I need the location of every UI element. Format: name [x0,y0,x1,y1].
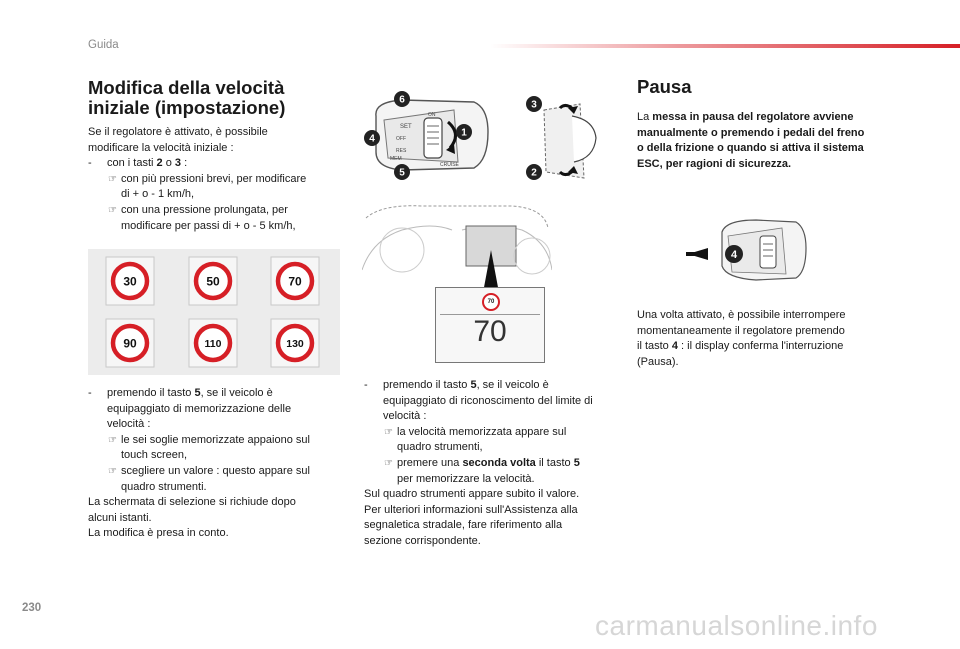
key-ref: 3 [174,157,182,170]
outro-line: Per ulteriori informazioni sull'Assistenza alla [364,503,578,516]
text: : il display conferma l'interruzione [677,340,844,353]
lever-label: OFF [396,136,406,142]
text: : [181,157,188,170]
pausa-intro-text [637,110,899,172]
pointer-icon: ☞ [108,204,117,216]
pausa-heading-wrap [637,76,692,98]
callout-number: 4 [730,249,738,261]
lever-label: RES [396,148,407,154]
speed-value: 30 [123,274,137,289]
sub-item [364,456,626,472]
callout-number: 4 [369,133,375,145]
left-body-text [88,386,348,542]
text: le sei soglie memorizzate appaiono sul [121,433,310,446]
bold-text: manualmente o premendo i pedali del freno [637,126,865,139]
lever-side-icon [524,92,608,184]
page-number: 230 [22,602,42,614]
text: , se il veicolo è [476,379,549,391]
outro-line: alcuni istanti. [88,511,152,524]
callout-number: 6 [399,94,405,106]
list-item [364,378,626,394]
intro-line: modificare la velocità iniziale : [88,141,234,154]
middle-body-text [364,378,626,550]
pausa-line: momentaneamente il regolatore premendo [637,324,845,337]
pointer-icon: ☞ [108,434,117,446]
text: , se il veicolo è [200,387,273,399]
speed-sign-130 [271,319,319,367]
pause-lever-icon [686,214,808,284]
dash-mark: - [88,157,92,170]
callout-number: 5 [399,167,405,179]
pausa-body-text [637,308,899,370]
list-item [88,386,348,402]
page-title [88,78,348,118]
callout-number: 1 [461,127,467,139]
left-title [88,78,348,118]
pointer-icon: ☞ [108,173,117,185]
outro-line: sezione corrispondente. [364,534,481,547]
text: il tasto [535,456,574,469]
speed-sign-90 [106,319,154,367]
intro-line: Se il regolatore è attivato, è possibile [88,126,268,138]
speed-value: 130 [286,338,304,350]
key-ref: 4 [671,340,678,353]
pausa-line [637,157,899,173]
key-ref: 5 [470,379,477,391]
text: con più pressioni brevi, per modificare [121,172,307,185]
pausa-line: (Pausa). [637,355,679,368]
key-ref: 2 [156,157,163,170]
speed-sign-70 [271,257,319,305]
speed-value: 50 [206,274,220,289]
speed-sign-30 [106,257,154,305]
instrument-display [435,287,545,363]
list-item-cont: velocità : [107,418,151,431]
pausa-heading: Pausa [637,76,692,97]
text: scegliere un valore : questo appare sul [121,464,310,477]
outro-line: La schermata di selezione si richiude dopo [88,496,296,509]
sub-item [364,425,626,441]
lever-label: SET [400,124,412,130]
callout-number: 2 [531,167,537,179]
sub-item-cont: di + o - 1 km/h, [121,188,195,201]
sub-item [88,172,348,188]
text: o [162,157,175,170]
header-accent-bar [490,44,960,48]
pausa-line [637,339,899,355]
speed-value: 70 [288,274,302,289]
outro-line: segnaletica stradale, fare riferimento alla [364,519,563,532]
left-intro-text [88,125,348,234]
text: premendo il tasto [107,387,195,399]
watermark: carmanualsonline.info [595,610,878,641]
lever-label: CRUISE [440,162,459,168]
bold-text: seconda volta [462,456,536,469]
speed-signs-grid [88,249,340,375]
speed-signs-panel [88,249,340,375]
title-line-1: Modifica della velocità [88,77,285,98]
bold-text: o della frizione o quando si attiva il sistema [637,142,864,155]
pointer-icon: ☞ [108,465,117,477]
title-line-2: iniziale (impostazione) [88,97,286,118]
cruise-lever-icon [362,88,492,188]
callout-number: 3 [531,99,537,111]
text: La [637,111,653,123]
speed-value: 90 [123,336,137,351]
bold-text: ESC, per ragioni di sicurezza. [637,157,792,170]
key-ref: 5 [194,387,201,399]
list-item-cont: equipaggiato di memorizzazione delle [107,402,292,415]
list-item-cont: equipaggiato di riconoscimento del limite di [383,394,593,407]
speed-sign-50 [189,257,237,305]
lever-side-illustration [524,92,608,184]
sub-item-cont: modificare per passi di + o - 5 km/h, [121,219,296,232]
outro-line: La modifica è presa in conto. [88,527,229,540]
sub-item [88,464,348,480]
lever-label: ON [428,112,436,118]
list-item [88,156,348,172]
outro-line: Sul quadro strumenti appare subito il valore. [364,488,580,501]
pausa-line [637,141,899,157]
sub-item-cont: per memorizzare la velocità. [397,472,535,485]
text: la velocità memorizzata appare sul [397,425,567,438]
lever-illustration [362,88,492,188]
pausa-line: Una volta attivato, è possibile interrompere [637,309,846,321]
dash-mark: - [88,387,92,399]
section-label: Guida [88,39,119,51]
speed-limit-sign-icon: 70 [482,293,500,311]
sub-item-cont: quadro strumenti, [397,441,483,454]
text: con i tasti [107,157,157,170]
speed-sign-110 [189,319,237,367]
display-speed-value: 70 [473,315,507,348]
sub-item-cont: touch screen, [121,449,188,462]
pausa-line [637,126,899,142]
sub-item [88,433,348,449]
pointer-icon: ☞ [384,426,393,438]
bold-text: messa in pausa del regolatore avviene [652,111,854,123]
text: premere una [397,456,463,469]
pausa-line [637,110,899,126]
lever-label: MEM [390,156,402,162]
key-ref: 5 [573,456,580,469]
pause-lever-illustration [686,214,808,284]
text: con una pressione prolungata, per [121,203,288,216]
dash-mark: - [364,379,368,391]
text: il tasto [637,340,672,353]
list-item-cont: velocità : [383,410,427,423]
sub-item-cont: quadro strumenti. [121,480,207,493]
pointer-icon: ☞ [384,457,393,469]
speed-value: 110 [204,338,222,350]
text: premendo il tasto [383,379,471,391]
sub-item [88,203,348,219]
